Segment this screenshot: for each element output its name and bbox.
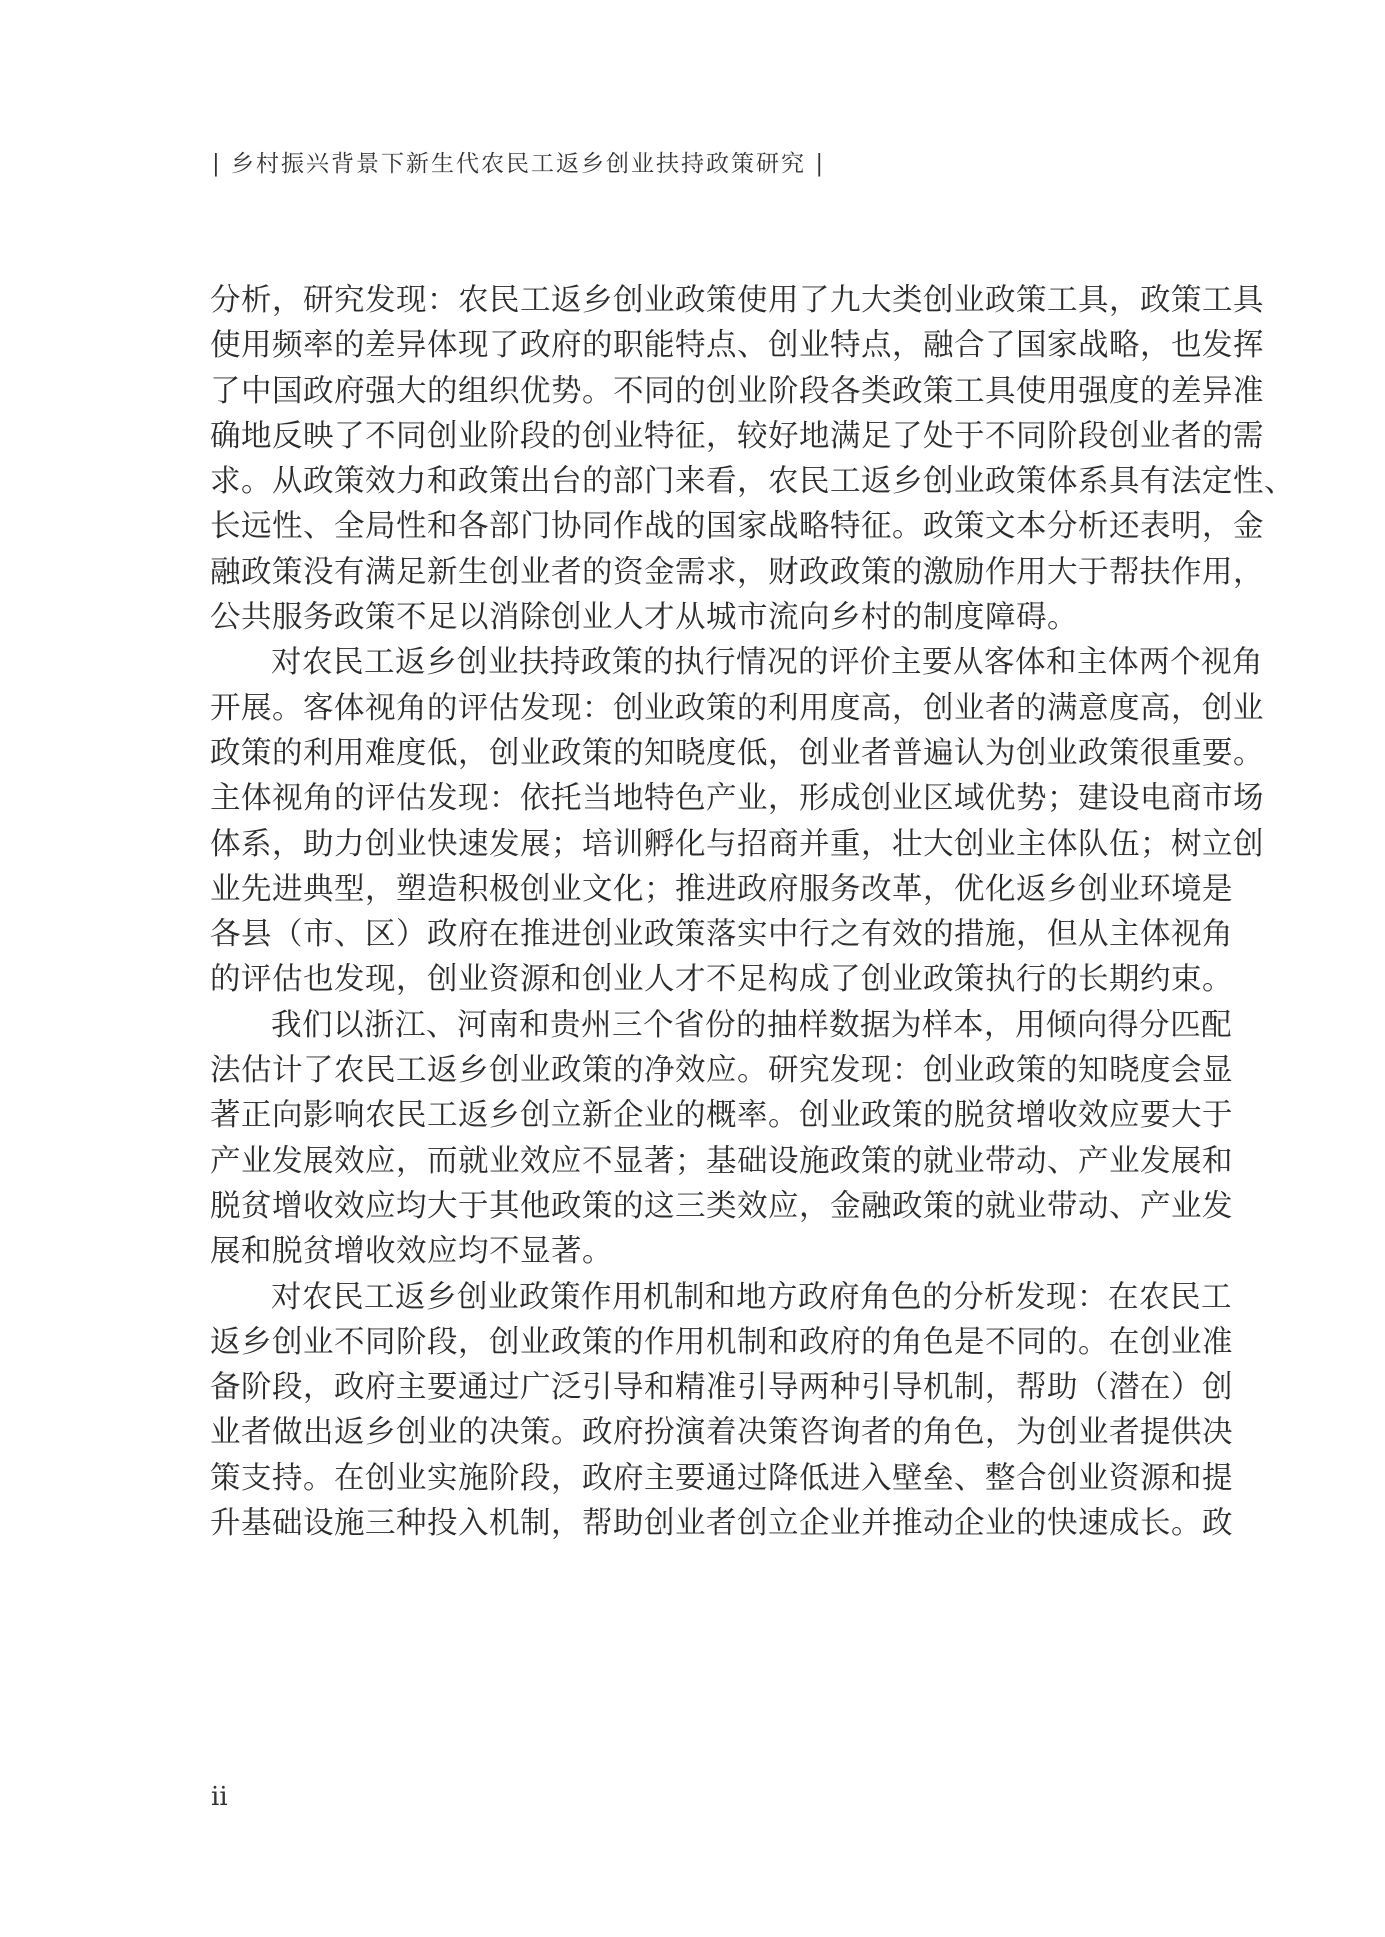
text-line: 业者做出返乡创业的决策。政府扮演着决策咨询者的角色，为创业者提供决 [210, 1415, 1233, 1451]
text-line: 公共服务政策不足以消除创业人才从城市流向乡村的制度障碍。 [210, 600, 1078, 636]
text-line: 求。从政策效力和政策出台的部门来看，农民工返乡创业政策体系具有法定性、 [210, 464, 1295, 500]
text-line: 确地反映了不同创业阶段的创业特征，较好地满足了处于不同阶段创业者的需 [210, 418, 1264, 454]
page-number: ii [211, 1782, 228, 1812]
text-line: 长远性、全局性和各部门协同作战的国家战略特征。政策文本分析还表明，金 [210, 509, 1264, 545]
text-line: 了中国政府强大的组织优势。不同的创业阶段各类政策工具使用强度的差异准 [210, 373, 1264, 409]
text-line: 升基础设施三种投入机制，帮助创业者创立企业并推动企业的快速成长。政 [210, 1506, 1233, 1542]
text-line: 开展。客体视角的评估发现：创业政策的利用度高，创业者的满意度高，创业 [210, 690, 1264, 726]
text-line: 策支持。在创业实施阶段，政府主要通过降低进入壁垒、整合创业资源和提 [210, 1460, 1233, 1496]
text-line: 体系，助力创业快速发展；培训孵化与招商并重，壮大创业主体队伍；树立创 [210, 826, 1264, 862]
text-line: 业先进典型，塑造积极创业文化；推进政府服务改革，优化返乡创业环境是 [210, 871, 1233, 907]
text-line: 著正向影响农民工返乡创立新企业的概率。创业政策的脱贫增收效应要大于 [210, 1098, 1233, 1134]
paragraph [210, 1003, 1233, 1275]
text-line: 我们以浙江、河南和贵州三个省份的抽样数据为样本，用倾向得分匹配 [271, 1007, 1232, 1043]
text-line: 对农民工返乡创业扶持政策的执行情况的评价主要从客体和主体两个视角 [271, 645, 1263, 681]
body-text [210, 278, 1295, 1546]
text-line: 法估计了农民工返乡创业政策的净效应。研究发现：创业政策的知晓度会显 [210, 1053, 1233, 1089]
text-line: 脱贫增收效应均大于其他政策的这三类效应，金融政策的就业带动、产业发 [210, 1188, 1233, 1224]
text-line: 的评估也发现，创业资源和创业人才不足构成了创业政策执行的长期约束。 [210, 962, 1233, 998]
text-line: 对农民工返乡创业政策作用机制和地方政府角色的分析发现：在农民工 [271, 1279, 1232, 1315]
text-line: 融政策没有满足新生创业者的资金需求，财政政策的激励作用大于帮扶作用， [210, 554, 1264, 590]
text-line: 各县（市、区）政府在推进创业政策落实中行之有效的措施，但从主体视角 [210, 917, 1233, 953]
paragraph [210, 278, 1295, 640]
paragraph [210, 640, 1264, 1002]
text-line: 展和脱贫增收效应均不显著。 [210, 1234, 613, 1270]
text-line: 备阶段，政府主要通过广泛引导和精准引导两种引导机制，帮助（潜在）创 [210, 1370, 1233, 1406]
text-line: 主体视角的评估发现：依托当地特色产业，形成创业区域优势；建设电商市场 [210, 781, 1264, 817]
text-line: 使用频率的差异体现了政府的职能特点、创业特点，融合了国家战略，也发挥 [210, 328, 1264, 364]
text-line: 返乡创业不同阶段，创业政策的作用机制和政府的角色是不同的。在创业准 [210, 1324, 1233, 1360]
paragraph [210, 1275, 1233, 1547]
text-line: 政策的利用难度低，创业政策的知晓度低，创业者普遍认为创业政策很重要。 [210, 735, 1264, 771]
text-line: 产业发展效应，而就业效应不显著；基础设施政策的就业带动、产业发展和 [210, 1143, 1233, 1179]
text-line: 分析，研究发现：农民工返乡创业政策使用了九大类创业政策工具，政策工具 [210, 283, 1264, 318]
running-header: | 乡村振兴背景下新生代农民工返乡创业扶持政策研究 | [212, 151, 826, 177]
